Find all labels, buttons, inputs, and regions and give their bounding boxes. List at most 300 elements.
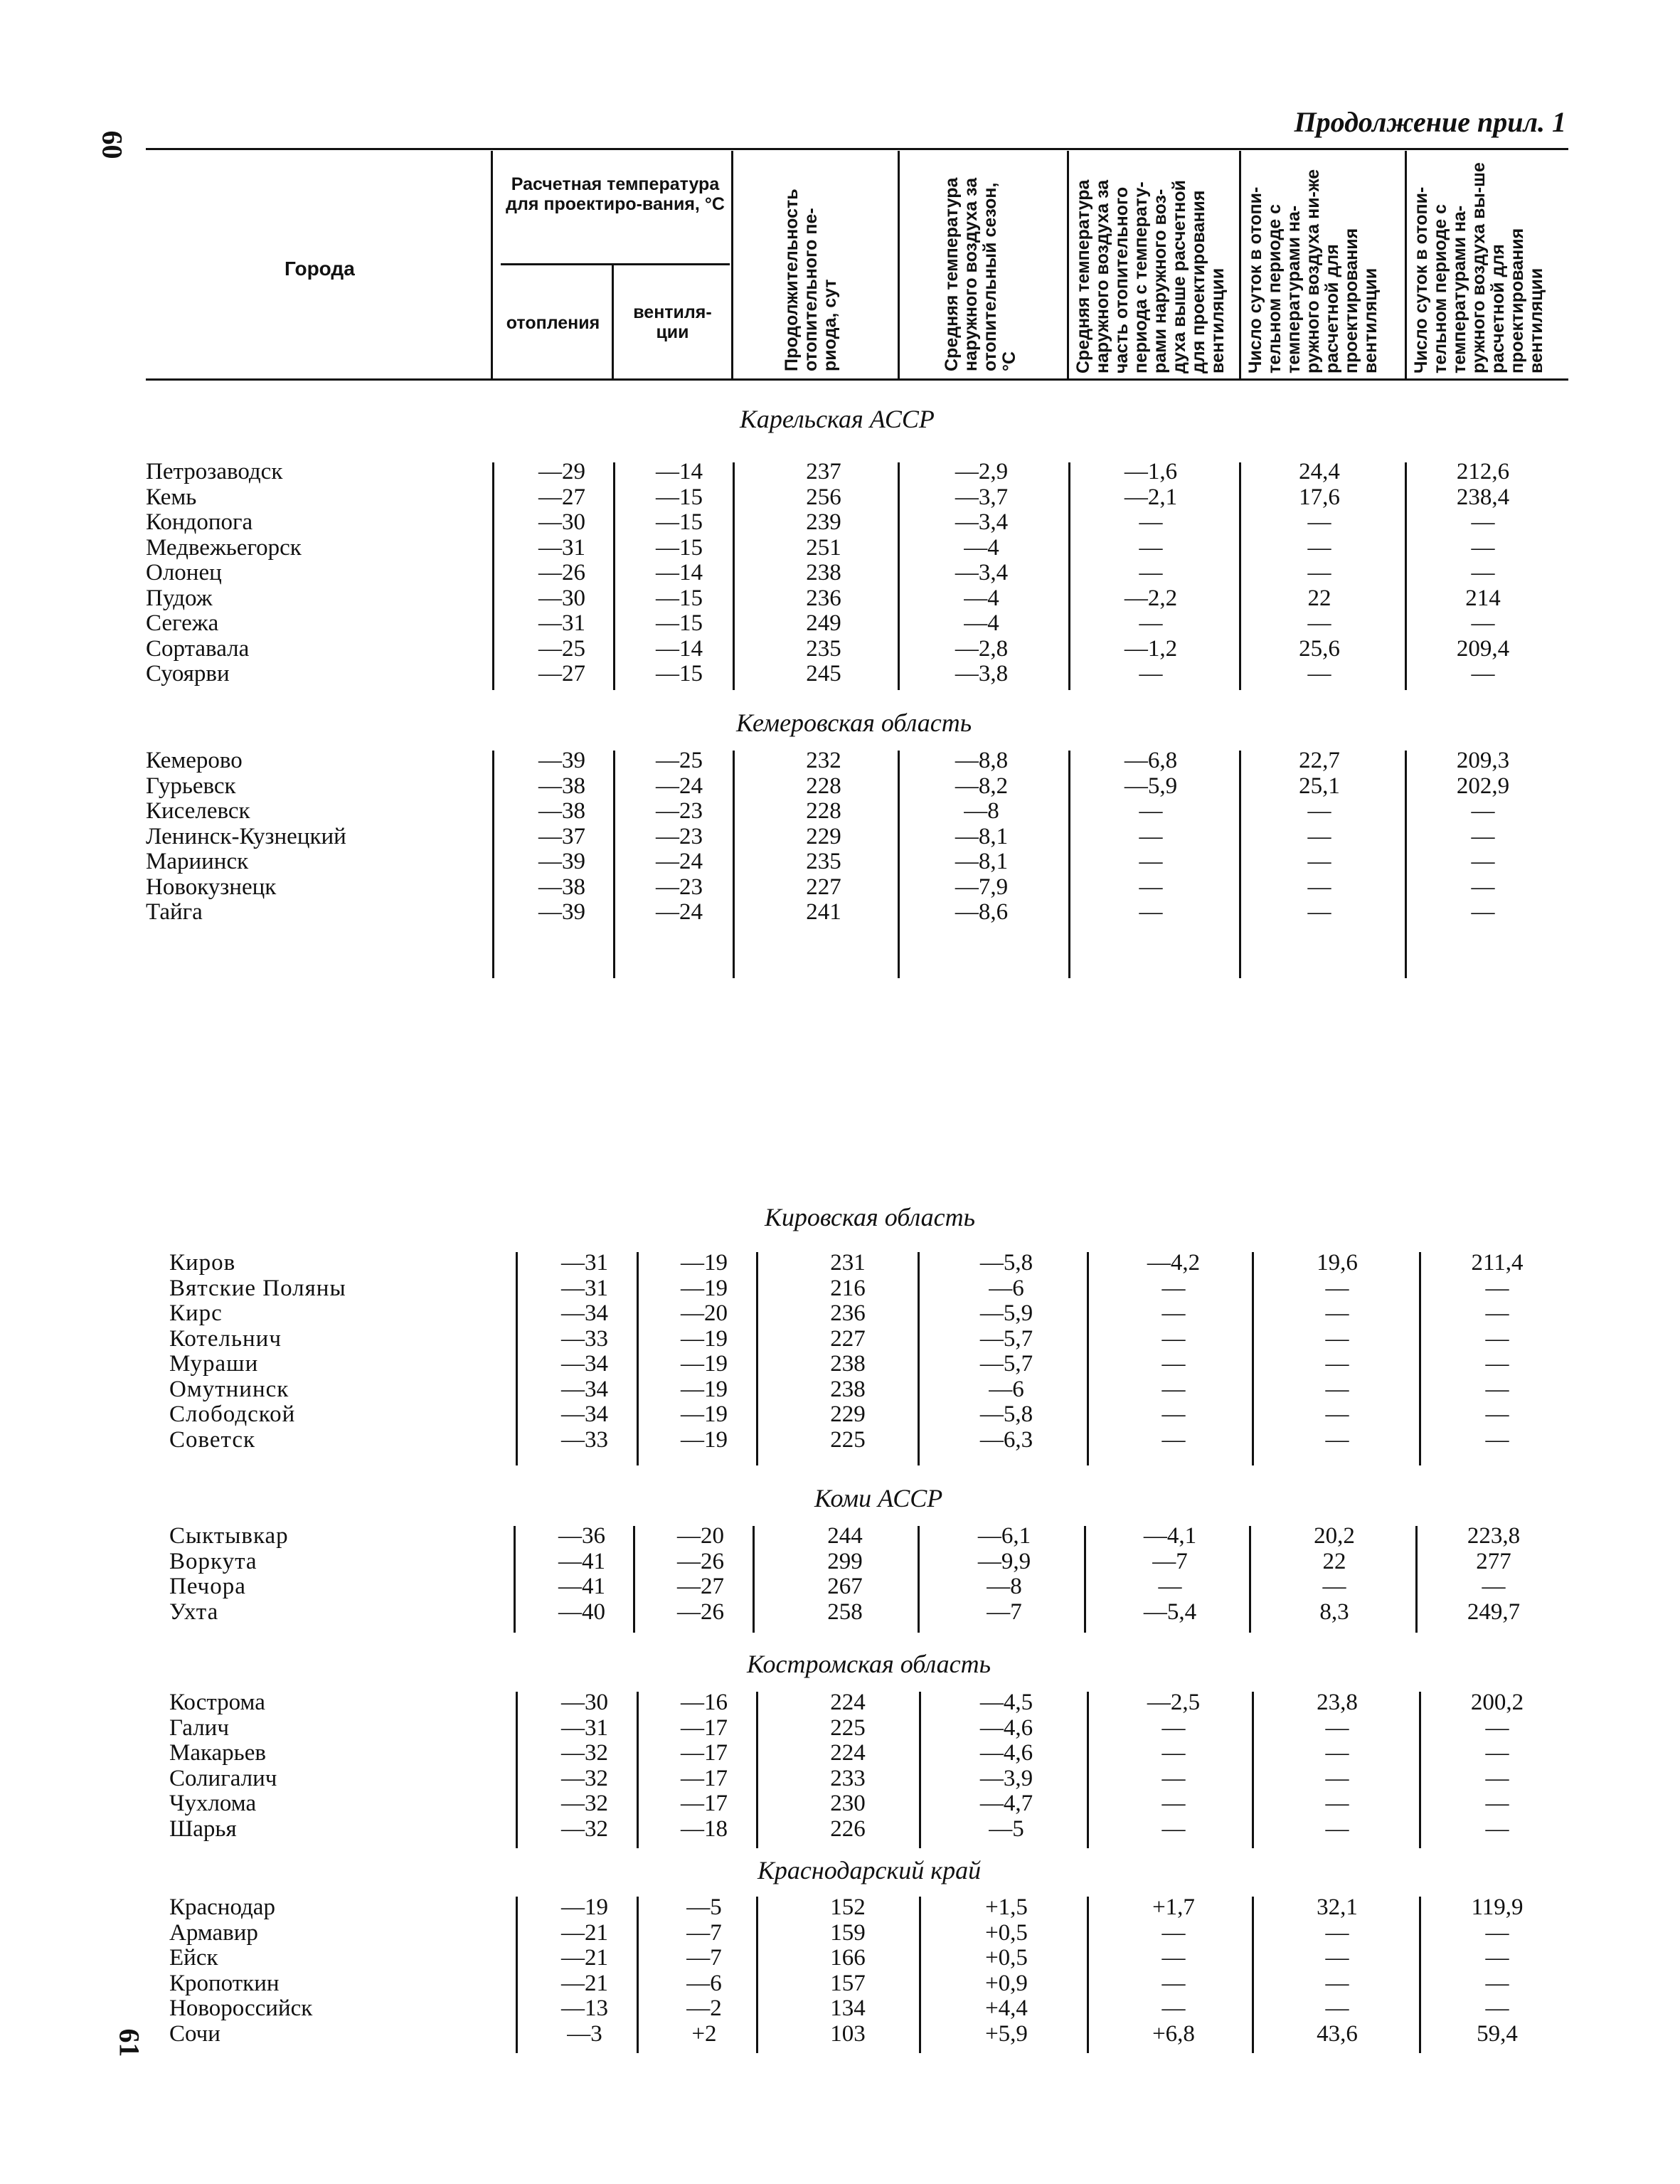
city-name: Галич [169, 1714, 229, 1741]
duration-days: 216 [830, 1275, 866, 1301]
city-name: Сочи [169, 2020, 220, 2047]
ventilation-temp: —26 [677, 1599, 724, 1625]
days-above: 209,4 [1456, 635, 1510, 662]
ventilation-temp: —17 [681, 1740, 728, 1766]
city-name: Пудож [146, 585, 213, 611]
heating-temp: —30 [538, 509, 585, 535]
ventilation-temp: —17 [681, 1765, 728, 1791]
duration-days: 228 [806, 773, 841, 799]
duration-days: 232 [806, 748, 841, 773]
days-below: 19,6 [1317, 1250, 1358, 1276]
duration-days: 256 [806, 484, 841, 510]
heating-temp: —33 [561, 1426, 608, 1453]
days-below: — [1307, 661, 1331, 687]
avg-temp-part: —6,8 [1124, 748, 1178, 773]
days-above: 200,2 [1470, 1690, 1524, 1715]
header-days-above: Число суток в отопи-тельном периоде с температурами на-ружного воздуха вы-ше расчетной для проектирования вентиляции [1411, 162, 1546, 373]
days-below: 23,8 [1317, 1690, 1358, 1715]
days-above: — [1485, 1351, 1509, 1377]
days-above: — [1485, 1791, 1509, 1816]
ventilation-temp: —24 [656, 849, 703, 874]
ventilation-temp: —20 [681, 1300, 728, 1326]
days-above: — [1485, 1376, 1509, 1402]
duration-days: 230 [830, 1791, 866, 1816]
city-name: Гурьевск [146, 773, 236, 799]
city-name: Шарья [169, 1815, 237, 1842]
days-below: 22 [1307, 585, 1331, 611]
section-title: Краснодарский край [757, 1856, 982, 1885]
duration-days: 251 [806, 534, 841, 561]
days-above: — [1485, 1945, 1509, 1971]
heating-temp: —39 [538, 849, 585, 874]
days-below: — [1307, 798, 1331, 824]
heating-temp: —33 [561, 1325, 608, 1352]
column-rule [1405, 462, 1407, 690]
header-ventilation: вентиля-ции [633, 302, 712, 342]
column-rule [492, 751, 494, 978]
days-below: 43,6 [1317, 2020, 1358, 2047]
avg-temp-part: —4,1 [1143, 1523, 1197, 1549]
city-name: Макарьев [169, 1740, 266, 1766]
days-above: 238,4 [1456, 484, 1510, 510]
heating-temp: —25 [538, 635, 585, 662]
heating-temp: —38 [538, 874, 585, 900]
days-below: — [1325, 1919, 1349, 1946]
avg-temp-part: — [1161, 1275, 1186, 1301]
days-above: — [1485, 1740, 1509, 1766]
header-days-below: Число суток в отопи-тельном периоде с температурами на-ружного воздуха ни-же расчетной для проектирования вентиляции [1245, 169, 1381, 373]
heating-temp: —13 [561, 1995, 608, 2021]
heating-temp: —31 [561, 1275, 608, 1301]
avg-temp: —4,7 [979, 1791, 1033, 1816]
column-rule [918, 1252, 920, 1465]
duration-days: 225 [830, 1714, 866, 1741]
avg-temp-part: — [1161, 1376, 1186, 1402]
heating-temp: —3 [567, 2020, 602, 2047]
header-cities: Города [285, 258, 355, 280]
avg-temp-part: — [1161, 1765, 1186, 1791]
avg-temp: +1,5 [985, 1894, 1028, 1920]
ventilation-temp: —17 [681, 1791, 728, 1816]
running-head: Продолжение прил. 1 [1294, 106, 1566, 138]
city-name: Кострома [169, 1690, 265, 1715]
heating-temp: —39 [538, 899, 585, 925]
heating-temp: —38 [538, 773, 585, 799]
ventilation-temp: —27 [677, 1574, 724, 1599]
city-name: Печора [169, 1574, 246, 1599]
days-below: — [1325, 1275, 1349, 1301]
heating-temp: —19 [561, 1894, 608, 1920]
avg-temp-part: —5,4 [1143, 1599, 1197, 1625]
avg-temp: —3,4 [955, 560, 1009, 585]
avg-temp-part: — [1161, 1325, 1186, 1352]
days-below: — [1307, 610, 1331, 636]
avg-temp: —3,9 [979, 1765, 1033, 1791]
heating-temp: —26 [538, 560, 585, 585]
days-above: — [1485, 1815, 1509, 1842]
section-title: Карельская АССР [740, 405, 935, 433]
column-rule [898, 751, 900, 978]
duration-days: 238 [806, 560, 841, 585]
duration-days: 244 [827, 1523, 863, 1549]
city-name: Армавир [169, 1919, 258, 1946]
page-number-top: 60 [96, 130, 129, 159]
avg-temp-part: — [1158, 1574, 1182, 1599]
city-name: Мураши [169, 1351, 259, 1377]
duration-days: 238 [830, 1376, 866, 1402]
column-rule [1252, 1692, 1254, 1848]
column-rule [516, 1692, 518, 1848]
heating-temp: —37 [538, 823, 585, 849]
days-above: — [1471, 661, 1495, 687]
days-below: — [1325, 1815, 1349, 1842]
heating-temp: —32 [561, 1765, 608, 1791]
avg-temp: —4,6 [979, 1740, 1033, 1766]
header-top-rule [146, 148, 1568, 150]
days-below: — [1322, 1574, 1346, 1599]
column-rule [1415, 1526, 1418, 1633]
city-name: Ухта [169, 1599, 219, 1625]
avg-temp: —8,1 [955, 823, 1009, 849]
column-rule [918, 1526, 920, 1633]
days-below: — [1307, 899, 1331, 925]
duration-days: 166 [830, 1945, 866, 1971]
avg-temp-part: — [1139, 823, 1163, 849]
days-below: — [1325, 1300, 1349, 1326]
column-rule [637, 1692, 639, 1848]
avg-temp-part: —4,2 [1147, 1250, 1201, 1276]
avg-temp: —5 [989, 1815, 1024, 1842]
days-above: — [1471, 509, 1495, 535]
avg-temp: —4,6 [979, 1714, 1033, 1741]
column-rule [898, 462, 900, 690]
duration-days: 245 [806, 661, 841, 687]
column-rule [1084, 1526, 1086, 1633]
column-rule [1249, 1526, 1251, 1633]
duration-days: 241 [806, 899, 841, 925]
avg-temp: —6,1 [977, 1523, 1031, 1549]
ventilation-temp: —15 [656, 585, 703, 611]
duration-days: 235 [806, 635, 841, 662]
avg-temp: —5,8 [979, 1401, 1033, 1427]
avg-temp: —4 [964, 610, 999, 636]
duration-days: 258 [827, 1599, 863, 1625]
city-name: Солигалич [169, 1765, 277, 1791]
duration-days: 224 [830, 1690, 866, 1715]
duration-days: 227 [806, 874, 841, 900]
header-avg-temp: Средняя температура наружного воздуха за отопительный сезон, °С [942, 177, 1019, 371]
city-name: Новокузнецк [146, 874, 277, 900]
avg-temp-part: — [1161, 1970, 1186, 1996]
avg-temp-part: —1,6 [1124, 459, 1178, 484]
heating-temp: —31 [538, 534, 585, 561]
avg-temp-part: — [1139, 798, 1163, 824]
avg-temp-part: — [1139, 534, 1163, 561]
column-rule [633, 1526, 635, 1633]
heating-temp: —39 [538, 748, 585, 773]
days-below: — [1307, 534, 1331, 561]
avg-temp-part: — [1161, 1815, 1186, 1842]
days-above: — [1471, 560, 1495, 585]
avg-temp: —3,4 [955, 509, 1009, 535]
duration-days: 157 [830, 1970, 866, 1996]
days-below: — [1307, 874, 1331, 900]
ventilation-temp: —15 [656, 610, 703, 636]
ventilation-temp: —6 [686, 1970, 722, 1996]
duration-days: 233 [830, 1765, 866, 1791]
header-divider [1405, 151, 1407, 378]
ventilation-temp: —23 [656, 798, 703, 824]
column-rule [637, 1252, 639, 1465]
ventilation-temp: —2 [686, 1995, 722, 2021]
ventilation-temp: —14 [656, 459, 703, 484]
duration-days: 249 [806, 610, 841, 636]
avg-temp: —8,8 [955, 748, 1009, 773]
column-rule [919, 1692, 921, 1848]
column-rule [1068, 462, 1070, 690]
duration-days: 134 [830, 1995, 866, 2021]
heating-temp: —21 [561, 1945, 608, 1971]
avg-temp: —8,6 [955, 899, 1009, 925]
days-below: 22,7 [1299, 748, 1340, 773]
city-name: Сыктывкар [169, 1523, 289, 1549]
avg-temp: —8 [987, 1574, 1022, 1599]
days-below: 32,1 [1317, 1894, 1358, 1920]
days-above: — [1471, 534, 1495, 561]
city-name: Кирс [169, 1300, 223, 1326]
duration-days: 299 [827, 1548, 863, 1574]
avg-temp-part: — [1161, 1945, 1186, 1971]
column-rule [756, 1252, 758, 1465]
days-above: — [1485, 1300, 1509, 1326]
column-rule [1419, 1897, 1421, 2053]
avg-temp: +4,4 [985, 1995, 1028, 2021]
city-name: Киров [169, 1250, 236, 1276]
days-below: — [1325, 1325, 1349, 1352]
days-below: — [1325, 1351, 1349, 1377]
city-name: Кемерово [146, 748, 243, 773]
heating-temp: —40 [558, 1599, 605, 1625]
days-below: — [1325, 1376, 1349, 1402]
ventilation-temp: —19 [681, 1376, 728, 1402]
ventilation-temp: —15 [656, 484, 703, 510]
avg-temp-part: — [1161, 1995, 1186, 2021]
ventilation-temp: —14 [656, 560, 703, 585]
city-name: Новороссийск [169, 1995, 313, 2021]
heating-temp: —32 [561, 1791, 608, 1816]
ventilation-temp: —24 [656, 899, 703, 925]
avg-temp-part: —2,5 [1147, 1690, 1201, 1715]
avg-temp: —8 [964, 798, 999, 824]
ventilation-temp: —19 [681, 1426, 728, 1453]
days-above: — [1471, 798, 1495, 824]
days-below: — [1325, 1426, 1349, 1453]
avg-temp: —7,9 [955, 874, 1009, 900]
column-rule [919, 1897, 921, 2053]
ventilation-temp: —15 [656, 509, 703, 535]
city-name: Сортавала [146, 635, 250, 662]
header-divider [1067, 151, 1069, 378]
duration-days: 159 [830, 1919, 866, 1946]
avg-temp: —6 [989, 1376, 1024, 1402]
header-divider [731, 151, 733, 378]
city-name: Тайга [146, 899, 203, 925]
section-title: Костромская область [747, 1650, 991, 1678]
days-above: 277 [1476, 1548, 1511, 1574]
days-above: — [1485, 1919, 1509, 1946]
days-below: 17,6 [1299, 484, 1340, 510]
days-above: — [1471, 610, 1495, 636]
header-divider [898, 151, 900, 378]
heating-temp: —21 [561, 1919, 608, 1946]
heating-temp: —31 [561, 1714, 608, 1741]
city-name: Сегежа [146, 610, 219, 636]
city-name: Петрозаводск [146, 459, 283, 484]
days-below: — [1307, 849, 1331, 874]
avg-temp-part: —2,1 [1124, 484, 1178, 510]
ventilation-temp: —19 [681, 1275, 728, 1301]
avg-temp-part: —5,9 [1124, 773, 1178, 799]
heating-temp: —36 [558, 1523, 605, 1549]
duration-days: 236 [806, 585, 841, 611]
duration-days: 226 [830, 1815, 866, 1842]
column-rule [1252, 1252, 1254, 1465]
days-below: 24,4 [1299, 459, 1340, 484]
ventilation-temp: —19 [681, 1351, 728, 1377]
days-above: — [1471, 874, 1495, 900]
days-below: — [1325, 1740, 1349, 1766]
duration-days: 229 [830, 1401, 866, 1427]
header-divider [612, 265, 614, 378]
avg-temp: —2,9 [955, 459, 1009, 484]
avg-temp: —6,3 [979, 1426, 1033, 1453]
avg-temp-part: — [1161, 1714, 1186, 1741]
days-above: 119,9 [1471, 1894, 1524, 1920]
avg-temp: +5,9 [985, 2020, 1028, 2047]
city-name: Олонец [146, 560, 222, 585]
ventilation-temp: —15 [656, 534, 703, 561]
city-name: Кропоткин [169, 1970, 280, 1996]
days-below: 22 [1322, 1548, 1346, 1574]
avg-temp-part: — [1139, 899, 1163, 925]
column-rule [1419, 1252, 1421, 1465]
avg-temp-part: — [1161, 1791, 1186, 1816]
duration-days: 235 [806, 849, 841, 874]
avg-temp: —9,9 [977, 1548, 1031, 1574]
column-rule [1068, 751, 1070, 978]
days-above: 59,4 [1477, 2020, 1518, 2047]
column-rule [733, 751, 735, 978]
ventilation-temp: —16 [681, 1690, 728, 1715]
heating-temp: —34 [561, 1300, 608, 1326]
avg-temp: —4 [964, 585, 999, 611]
days-above: — [1485, 1995, 1509, 2021]
column-rule [1419, 1692, 1421, 1848]
days-below: 20,2 [1314, 1523, 1355, 1549]
header-avg-temp-part: Средняя температура наружного воздуха за часть отопительного периода с температу-рами наружного воз-духа выше расчетной для проектирования вентиляции [1073, 179, 1228, 373]
ventilation-temp: —7 [686, 1945, 722, 1971]
duration-days: 225 [830, 1426, 866, 1453]
city-name: Кондопога [146, 509, 253, 535]
heating-temp: —30 [561, 1690, 608, 1715]
days-below: — [1325, 1945, 1349, 1971]
ventilation-temp: —25 [656, 748, 703, 773]
heating-temp: —34 [561, 1376, 608, 1402]
avg-temp-part: — [1161, 1740, 1186, 1766]
avg-temp: —3,8 [955, 661, 1009, 687]
city-name: Краснодар [169, 1894, 275, 1920]
avg-temp: +0,5 [985, 1919, 1028, 1946]
days-above: 249,7 [1467, 1599, 1521, 1625]
avg-temp: —8,1 [955, 849, 1009, 874]
city-name: Котельнич [169, 1325, 282, 1352]
city-name: Киселевск [146, 798, 250, 824]
duration-days: 228 [806, 798, 841, 824]
ventilation-temp: —20 [677, 1523, 724, 1549]
ventilation-temp: —19 [681, 1325, 728, 1352]
days-above: — [1485, 1401, 1509, 1427]
ventilation-temp: —17 [681, 1714, 728, 1741]
avg-temp-part: —7 [1152, 1548, 1188, 1574]
city-name: Слободской [169, 1401, 296, 1427]
heating-temp: —34 [561, 1401, 608, 1427]
column-rule [756, 1692, 758, 1848]
column-rule [1405, 751, 1407, 978]
days-above: 211,4 [1471, 1250, 1524, 1276]
avg-temp-part: — [1139, 849, 1163, 874]
column-rule [753, 1526, 755, 1633]
duration-days: 103 [830, 2020, 866, 2047]
duration-days: 267 [827, 1574, 863, 1599]
heating-temp: —32 [561, 1815, 608, 1842]
city-name: Ленинск-Кузнецкий [146, 823, 346, 849]
avg-temp-part: +1,7 [1152, 1894, 1195, 1920]
column-rule [516, 1897, 518, 2053]
days-below: 8,3 [1319, 1599, 1349, 1625]
days-above: — [1482, 1574, 1506, 1599]
city-name: Кемь [146, 484, 197, 510]
duration-days: 229 [806, 823, 841, 849]
page-number-bottom: 61 [113, 2028, 146, 2057]
ventilation-temp: —15 [656, 661, 703, 687]
duration-days: 237 [806, 459, 841, 484]
avg-temp: —5,8 [979, 1250, 1033, 1276]
header-heating: отопления [506, 313, 600, 333]
days-above: 209,3 [1456, 748, 1510, 773]
days-below: 25,1 [1299, 773, 1340, 799]
header-sub-rule [501, 263, 730, 265]
avg-temp-part: — [1161, 1351, 1186, 1377]
ventilation-temp: —26 [677, 1548, 724, 1574]
heating-temp: —21 [561, 1970, 608, 1996]
heating-temp: —41 [558, 1574, 605, 1599]
days-above: — [1485, 1970, 1509, 1996]
avg-temp-part: — [1139, 509, 1163, 535]
city-name: Мариинск [146, 849, 249, 874]
heating-temp: —30 [538, 585, 585, 611]
city-name: Советск [169, 1426, 256, 1453]
column-rule [1087, 1897, 1089, 2053]
avg-temp: —4 [964, 534, 999, 561]
ventilation-temp: —5 [686, 1894, 722, 1920]
ventilation-temp: —14 [656, 635, 703, 662]
column-rule [1239, 462, 1241, 690]
days-above: 212,6 [1456, 459, 1510, 484]
header-divider [1239, 151, 1241, 378]
column-rule [492, 462, 494, 690]
ventilation-temp: —23 [656, 823, 703, 849]
avg-temp-part: —1,2 [1124, 635, 1178, 662]
